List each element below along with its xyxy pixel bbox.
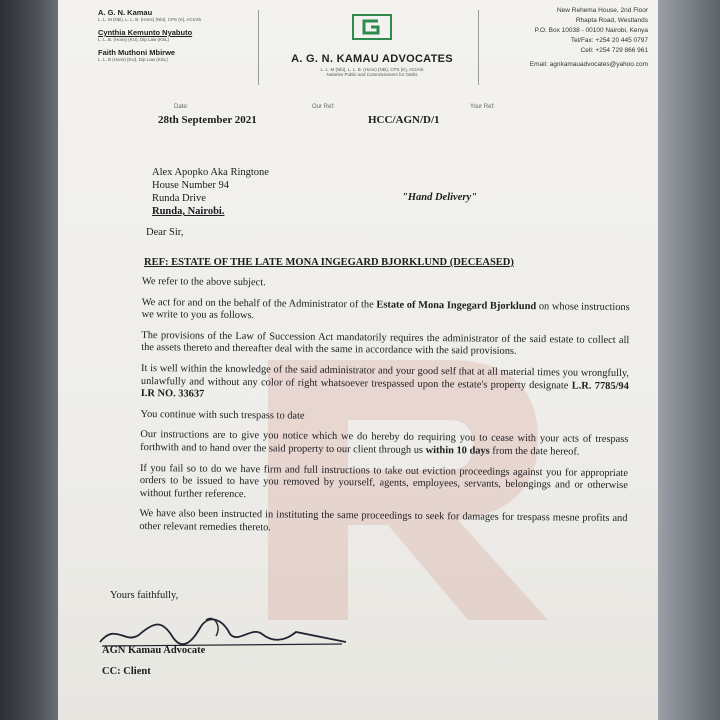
paragraph-text: Our instructions are to give you notice which we do hereby do requiring you to cease with your acts of trespass forthwith and to hand over the said property to our client through us: [140, 429, 629, 456]
our-ref-value: HCC/AGN/D/1: [368, 114, 440, 126]
address-line: Tel/Fax: +254 20 445 0797: [570, 37, 648, 44]
delivery-note: "Hand Delivery": [402, 192, 477, 203]
paragraph-text: on whose instructions we write to you as follows.: [141, 300, 630, 322]
letter-date: 28th September 2021: [158, 114, 257, 126]
address-line: Email: agnkamauadvocates@yahoo.com: [529, 61, 648, 68]
paragraph: We refer to the above subject.: [141, 276, 266, 289]
letter-body: [139, 276, 630, 547]
firm-quals: L. L. M (Nbi), L. L. B. (Hons) (Nbi), CPS (K), ACIArb: [320, 67, 424, 72]
partner-3: [98, 48, 201, 62]
paragraph: The provisions of the Law of Succession Act mandatorily requires the administrator of the said estate to collect all the assets thereto and thereafter deal with the same in accordance with the said provisions.: [141, 329, 630, 358]
paragraph-text: It is well within the knowledge of the said administrator and your good self that at all material times you wrongfully, unlawfully and without any color of right whatsoever trespassed upon the estate's property designate: [140, 362, 630, 392]
recipient-line: Alex Apopko Aka Ringtone: [152, 167, 269, 178]
estate-name: Estate of Mona Ingegard Bjorklund: [376, 299, 537, 312]
background-right: [658, 0, 720, 720]
partner-quals: L. L. M (Nbi), L. L. B. (Hons) (Nbi), CPS (K), ACIArb: [98, 17, 202, 22]
address-line: Rhapta Road, Westlands: [575, 17, 648, 24]
firm-logo-icon: [352, 14, 392, 40]
date-label: Date:: [174, 104, 189, 110]
header-divider: [258, 10, 259, 85]
letter-page: [58, 0, 658, 720]
header-divider: [478, 10, 479, 85]
partner-name: Cynthia Kemunto Nyabuto: [98, 28, 193, 37]
signatory: AGN Kamau Advocate: [102, 645, 206, 656]
salutation: Dear Sir,: [146, 227, 184, 238]
partner-2: [98, 28, 201, 42]
your-ref-label: Your Ref:: [470, 104, 495, 110]
background-left: [0, 0, 58, 720]
paragraph: We have also been instructed in instituting the same proceedings to seek for damages for trespass mesne profits and other relevant remedies thereto.: [139, 508, 628, 534]
partner-name: A. G. N. Kamau: [98, 8, 153, 17]
paragraph: You continue with such trespass to date: [140, 408, 305, 422]
firm-logo-block: [272, 14, 472, 77]
recipient-city: Runda, Nairobi.: [152, 206, 225, 217]
partners-list: [98, 8, 201, 68]
deadline: within 10 days: [425, 444, 490, 457]
address-line: Cell: +254 729 866 961: [580, 47, 648, 54]
address-line: P.O. Box 10038 - 00100 Nairobi, Kenya: [534, 27, 648, 34]
paragraph-text: from the date hereof.: [489, 445, 580, 458]
address-line: New Rehema House, 2nd Floor: [556, 7, 648, 14]
subject-line: REF: ESTATE OF THE LATE MONA INGEGARD BJORKLUND (DECEASED): [144, 257, 514, 268]
firm-address: [488, 6, 648, 70]
paragraph: [140, 429, 628, 459]
partner-name: Faith Muthoni Mbirwe: [98, 48, 176, 57]
firm-name: A. G. N. KAMAU ADVOCATES: [291, 53, 453, 65]
partner-1: [98, 8, 201, 22]
paragraph: If you fail so to do we have firm and full instructions to take out eviction proceedings against you for appropriate orders to be issued to have you removed by yourself, agents, employees, servants, belongings and or otherwise without further reference.: [139, 462, 629, 500]
recipient-line: House Number 94: [152, 180, 229, 191]
recipient-address: [152, 166, 269, 218]
paragraph: [142, 297, 630, 327]
property-reference: L.R. 7785/94 I.R NO. 33637: [140, 380, 629, 400]
partner-quals: L. L. B (Hons) (KU), Dip Law (KSL): [98, 57, 168, 62]
partner-quals: L. L. B. (Hons) (KU), Dip Law (KSL): [98, 37, 170, 42]
cc-line: CC: Client: [102, 666, 151, 677]
closing: Yours faithfully,: [110, 590, 179, 601]
paragraph-text: We act for and on the behalf of the Administrator of the: [141, 296, 377, 311]
recipient-line: Runda Drive: [152, 193, 206, 204]
our-ref-label: Our Ref:: [312, 104, 335, 110]
paragraph: [141, 363, 629, 406]
firm-notary: Notaries Public and Commissioners for Oaths: [326, 72, 418, 77]
